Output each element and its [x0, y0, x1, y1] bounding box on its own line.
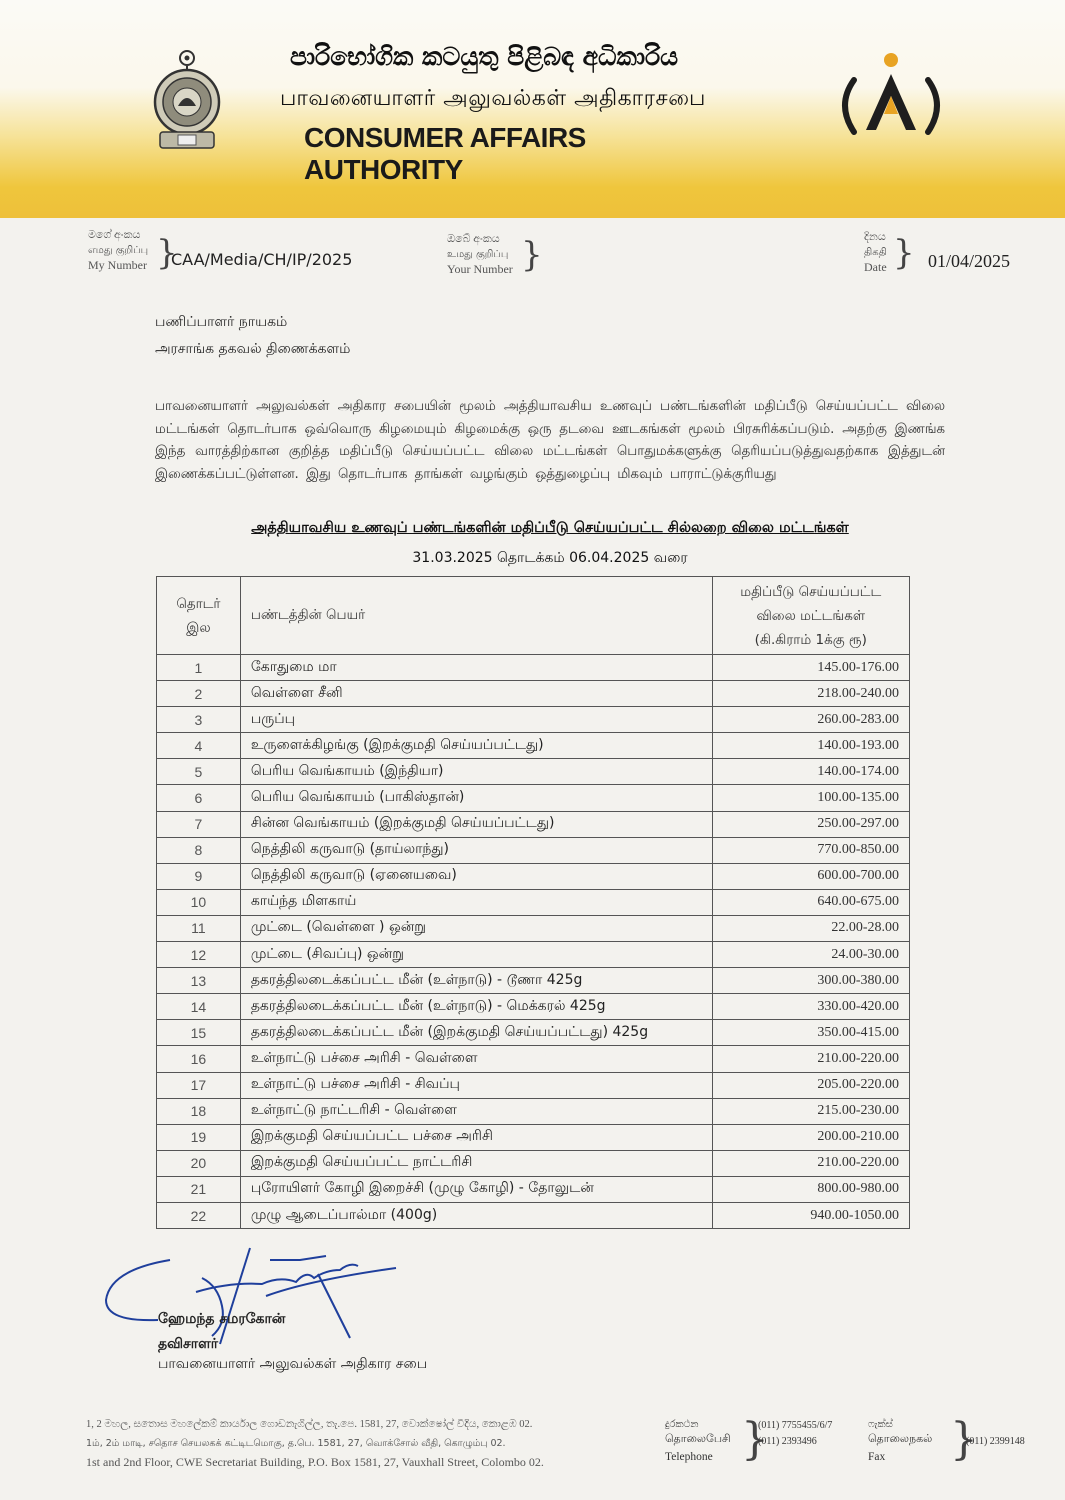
price-range-cell: 260.00-283.00: [712, 707, 909, 733]
item-name-cell: உள்நாட்டு பச்சை அரிசி - சிவப்பு: [240, 1072, 712, 1098]
serial-no-cell: 16: [157, 1046, 241, 1072]
item-name-cell: இறக்குமதி செய்யப்பட்ட நாட்டரிசி: [240, 1150, 712, 1176]
serial-no-cell: 22: [157, 1202, 241, 1228]
caa-logo-icon: [832, 50, 950, 136]
brace-icon: }: [521, 235, 543, 275]
item-name-cell: காய்ந்த மிளகாய்: [240, 889, 712, 915]
brace-icon: }: [741, 1414, 769, 1465]
footer-address-ta: 1ம், 2ம் மாடி, சதொச செயலகக் கட்டிடமொகு, த.பெ. 1581, 27, வொக்சோல் வீதி, கொழும்பு 02.: [86, 1438, 506, 1449]
price-range-cell: 200.00-210.00: [712, 1124, 909, 1150]
sri-lanka-emblem-icon: [150, 44, 224, 152]
serial-no-cell: 1: [157, 655, 241, 681]
telephone-label-en: Telephone: [665, 1451, 713, 1463]
item-name-cell: தகரத்திலடைக்கப்பட்ட மீன் (உள்நாடு) - மெக்கரல் 425g: [240, 994, 712, 1020]
price-range-cell: 210.00-220.00: [712, 1046, 909, 1072]
price-range-cell: 22.00-28.00: [712, 915, 909, 941]
header-english-title: CONSUMER AFFAIRS AUTHORITY: [304, 122, 586, 185]
table-row: [157, 994, 910, 1020]
table-row: [157, 1046, 910, 1072]
serial-no-cell: 6: [157, 785, 241, 811]
fax-label-si: ෆැක්ස්: [868, 1419, 893, 1430]
table-row: [157, 968, 910, 994]
serial-no-cell: 9: [157, 863, 241, 889]
table-header-row: [157, 577, 910, 655]
your-number-label: [447, 232, 513, 277]
my-number-value: CAA/Media/CH/IP/2025: [171, 250, 353, 269]
item-name-cell: கோதுமை மா: [240, 655, 712, 681]
table-row: [157, 785, 910, 811]
serial-no-cell: 8: [157, 837, 241, 863]
table-row: [157, 759, 910, 785]
serial-no-cell: 11: [157, 915, 241, 941]
table-row: [157, 889, 910, 915]
footer-address-si: 1, 2 මහල, සතොස මහලේකම් කාර්යාල ගොඩනැගිල්ල, තැ.පෙ. 1581, 27, වොක්ෂෝල් වීදිය, කොළඹ 02.: [86, 1419, 533, 1430]
item-name-cell: உருளைக்கிழங்கு (இறக்குமதி செய்யப்பட்டது): [240, 733, 712, 759]
table-body: [157, 655, 910, 1229]
price-range-cell: 210.00-220.00: [712, 1150, 909, 1176]
fax-label-ta: தொலைநகல்: [868, 1432, 933, 1445]
header-tamil-title: பாவனையாளர் அலுவல்கள் அதிகாரசபை: [280, 86, 706, 111]
price-range-cell: 24.00-30.00: [712, 942, 909, 968]
signatory-title: தவிசாளர்: [158, 1336, 219, 1352]
table-row: [157, 1098, 910, 1124]
your-number-label-en: Your Number: [447, 262, 513, 276]
date-label-si: දිනය: [864, 231, 886, 243]
price-range-cell: 600.00-700.00: [712, 863, 909, 889]
header-price-line-3: (கி.கிராம் 1க்கு ரூ): [754, 631, 867, 648]
item-name-cell: நெத்திலி கருவாடு (தாய்லாந்து): [240, 837, 712, 863]
your-number-label-ta: உமது குறிப்பு: [447, 249, 509, 260]
item-name-cell: உள்நாட்டு பச்சை அரிசி - வெள்ளை: [240, 1046, 712, 1072]
item-name-cell: நெத்திலி கருவாடு (ஏனையவை): [240, 863, 712, 889]
table-row: [157, 863, 910, 889]
telephone-number-2: (011) 2393496: [758, 1436, 817, 1447]
header-price-range: [712, 577, 909, 655]
item-name-cell: சின்ன வெங்காயம் (இறக்குமதி செய்யப்பட்டது): [240, 811, 712, 837]
price-range-cell: 300.00-380.00: [712, 968, 909, 994]
item-name-cell: முழு ஆடைப்பால்மா (400g): [240, 1202, 712, 1228]
my-number-label-ta: எமது குறிப்பு: [88, 245, 149, 256]
date-label-en: Date: [864, 260, 887, 274]
serial-no-cell: 13: [157, 968, 241, 994]
serial-no-cell: 17: [157, 1072, 241, 1098]
header-item-name: பண்டத்தின் பெயர்: [240, 577, 712, 655]
price-range-cell: 140.00-174.00: [712, 759, 909, 785]
table-row: [157, 655, 910, 681]
item-name-cell: உள்நாட்டு நாட்டரிசி - வெள்ளை: [240, 1098, 712, 1124]
signatory-name: ஹேமந்த சமரகோன்: [158, 1311, 286, 1327]
price-range-cell: 145.00-176.00: [712, 655, 909, 681]
footer-address-en: 1st and 2nd Floor, CWE Secretariat Building, P.O. Box 1581, 27, Vauxhall Street, Colombo 02.: [86, 1455, 544, 1469]
price-range-cell: 770.00-850.00: [712, 837, 909, 863]
fax-label-en: Fax: [868, 1451, 886, 1463]
telephone-label-si: දුරකථන: [665, 1419, 699, 1430]
brace-icon: }: [156, 233, 178, 273]
header-price-line-1: மதிப்பீடு செய்யப்பட்ட: [740, 583, 882, 600]
serial-no-cell: 5: [157, 759, 241, 785]
item-name-cell: பெரிய வெங்காயம் (பாகிஸ்தான்): [240, 785, 712, 811]
header-serial-line-2: இல: [186, 619, 211, 636]
date-label-ta: திகதி: [864, 247, 887, 258]
serial-no-cell: 7: [157, 811, 241, 837]
serial-no-cell: 3: [157, 707, 241, 733]
body-paragraph: பாவனையாளர் அலுவல்கள் அதிகார சபையின் மூலம் அத்தியாவசிய உணவுப் பண்டங்களின் மதிப்பீடு செய்யப்பட்ட விலை மட்டங்கள் தொடர்பாக ஒவ்வொரு கிழமையும் கிழமைக்கு ஒரு தடவை ஊடகங்கள் மூலம் பிரசுரிக்கப்படும். அதற்கு இணங்க இந்த வாரத்திற்கான குறித்த மதிப்பீடு செய்யப்பட்ட விலை மட்டங்கள் பொதுமக்களுக்கு தெரியப்படுத்துவதற்காக இத்துடன் இணைக்கப்பட்டுள்ளன. இது தொடர்பாக தாங்கள் வழங்கும் ஒத்துழைப்பு மிகவும் பாராட்டுக்குரியது: [155, 399, 946, 482]
table-row: [157, 837, 910, 863]
table-subtitle: 31.03.2025 தொடக்கம் 06.04.2025 வரை: [412, 550, 688, 566]
item-name-cell: வெள்ளை சீனி: [240, 681, 712, 707]
table-row: [157, 1072, 910, 1098]
table-row: [157, 681, 910, 707]
price-range-cell: 350.00-415.00: [712, 1020, 909, 1046]
signatory-org: பாவனையாளர் அலுவல்கள் அதிகார சபை: [158, 1356, 428, 1372]
table-row: [157, 1124, 910, 1150]
table-title: அத்தியாவசிய உணவுப் பண்டங்களின் மதிப்பீடு செய்யப்பட்ட சில்லறை விலை மட்டங்கள்: [251, 520, 849, 536]
telephone-label-ta: தொலைபேசி: [665, 1432, 731, 1445]
header-sinhala-title: පාරිභෝගික කටයුතු පිළිබඳ අධිකාරිය: [290, 42, 679, 71]
telephone-number-1: (011) 7755455/6/7: [758, 1420, 833, 1431]
my-number-label: [88, 228, 148, 273]
price-range-cell: 140.00-193.00: [712, 733, 909, 759]
item-name-cell: தகரத்திலடைக்கப்பட்ட மீன் (உள்நாடு) - டூணா 425g: [240, 968, 712, 994]
item-name-cell: முட்டை (வெள்ளை ) ஒன்று: [240, 915, 712, 941]
item-name-cell: பெரிய வெங்காயம் (இந்தியா): [240, 759, 712, 785]
price-range-cell: 100.00-135.00: [712, 785, 909, 811]
table-row: [157, 1150, 910, 1176]
date-label: [864, 230, 887, 275]
item-name-cell: தகரத்திலடைக்கப்பட்ட மீன் (இறக்குமதி செய்யப்பட்டது) 425g: [240, 1020, 712, 1046]
table-row: [157, 1176, 910, 1202]
price-range-cell: 250.00-297.00: [712, 811, 909, 837]
table-row: [157, 811, 910, 837]
header-serial-line-1: தொடர்: [176, 595, 221, 612]
serial-no-cell: 20: [157, 1150, 241, 1176]
serial-no-cell: 4: [157, 733, 241, 759]
serial-no-cell: 19: [157, 1124, 241, 1150]
my-number-label-si: මගේ අංකය: [88, 229, 141, 241]
letterhead: [0, 0, 1065, 218]
date-value: 01/04/2025: [928, 251, 1011, 271]
price-range-cell: 940.00-1050.00: [712, 1202, 909, 1228]
item-name-cell: புரோயிளர் கோழி இறைச்சி (முழு கோழி) - தோலுடன்: [240, 1176, 712, 1202]
item-name-cell: இறக்குமதி செய்யப்பட்ட பச்சை அரிசி: [240, 1124, 712, 1150]
serial-no-cell: 15: [157, 1020, 241, 1046]
serial-no-cell: 2: [157, 681, 241, 707]
header-serial-no: [157, 577, 241, 655]
addressee-line-2: அரசாங்க தகவல் திணைக்களம்: [155, 341, 351, 357]
telephone-label: [665, 1419, 731, 1463]
table-row: [157, 1202, 910, 1228]
fax-number: (011) 2399148: [966, 1436, 1025, 1447]
serial-no-cell: 10: [157, 889, 241, 915]
brace-icon: }: [893, 233, 915, 273]
item-name-cell: பருப்பு: [240, 707, 712, 733]
price-range-cell: 218.00-240.00: [712, 681, 909, 707]
serial-no-cell: 18: [157, 1098, 241, 1124]
price-range-cell: 640.00-675.00: [712, 889, 909, 915]
price-range-cell: 330.00-420.00: [712, 994, 909, 1020]
header-price-line-2: விலை மட்டங்கள்: [756, 607, 866, 624]
addressee-line-1: பணிப்பாளர் நாயகம்: [155, 314, 288, 330]
your-number-label-si: ඔබේ අංකය: [447, 233, 500, 245]
fax-label: [868, 1419, 932, 1463]
table-row: [157, 942, 910, 968]
telephone-numbers: [758, 1418, 832, 1450]
price-table: [156, 576, 910, 1229]
table-row: [157, 1020, 910, 1046]
handwritten-signature: [100, 1240, 420, 1350]
serial-no-cell: 14: [157, 994, 241, 1020]
table-row: [157, 915, 910, 941]
price-range-cell: 215.00-230.00: [712, 1098, 909, 1124]
item-name-cell: முட்டை (சிவப்பு) ஒன்று: [240, 942, 712, 968]
serial-no-cell: 12: [157, 942, 241, 968]
price-range-cell: 800.00-980.00: [712, 1176, 909, 1202]
serial-no-cell: 21: [157, 1176, 241, 1202]
brace-icon: }: [950, 1414, 978, 1465]
my-number-label-en: My Number: [88, 258, 147, 272]
table-row: [157, 707, 910, 733]
table-row: [157, 733, 910, 759]
price-range-cell: 205.00-220.00: [712, 1072, 909, 1098]
